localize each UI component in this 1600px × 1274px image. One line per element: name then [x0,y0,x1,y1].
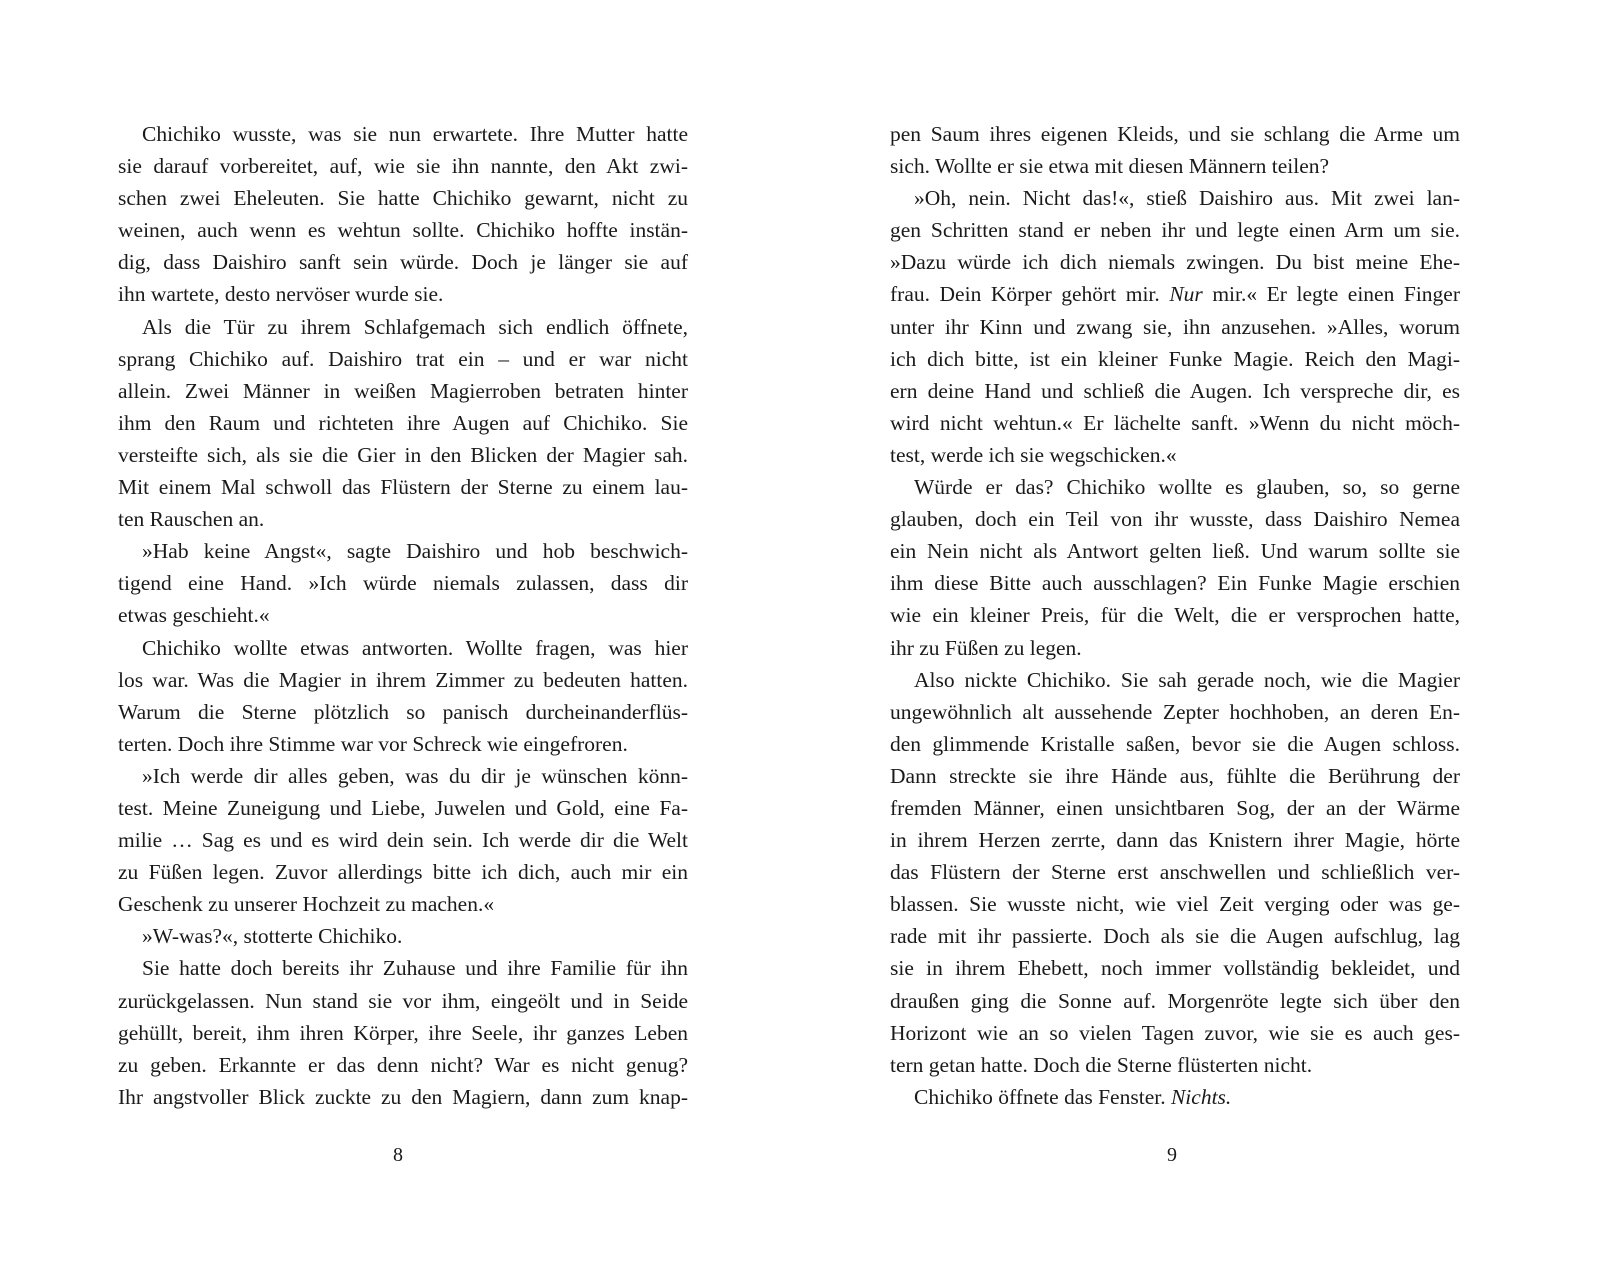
page-number-left: 8 [393,1144,403,1166]
text-line: wird nicht wehtun.« Er lächelte sanft. »Wenn du nicht möch- [890,410,1460,435]
text-line: ihn wartete, desto nervöser wurde sie. [118,282,444,307]
text-line: »Oh, nein. Nicht das!«, stieß Daishiro aus. Mit zwei lan- [914,186,1460,211]
text-line: Mit einem Mal schwoll das Flüstern der Sterne zu einem lau- [118,475,688,500]
text-line: zu Füßen legen. Zuvor allerdings bitte ich dich, auch mir ein [118,860,688,885]
text-line: terten. Doch ihre Stimme war vor Schreck wie eingefroren. [118,731,628,756]
text-line: gehüllt, bereit, ihm ihren Körper, ihre Seele, ihr ganzes Leben [118,1020,688,1045]
text-line: ein Nein nicht als Antwort gelten ließ. Und warum sollte sie [890,539,1460,564]
text-line: wie ein kleiner Preis, für die Welt, die er versprochen hatte, [890,603,1460,628]
text-segment: mir.« Er legte einen Finger [1202,282,1461,307]
text-line: Ihr angstvoller Blick zuckte zu den Magiern, dann zum knap- [118,1084,688,1109]
text-line: »Ich werde dir alles geben, was du dir je wünschen könn- [142,763,688,788]
text-line: pen Saum ihres eigenen Kleids, und sie schlang die Arme um [890,122,1460,146]
text-line: Dann streckte sie ihre Hände aus, fühlte die Berührung der [890,763,1460,788]
text-line: ihr zu Füßen zu legen. [890,635,1082,660]
text-line: Würde er das? Chichiko wollte es glauben, so, so gerne [914,475,1460,500]
text-line: ihm diese Bitte auch ausschlagen? Ein Funke Magie erschien [890,571,1460,596]
text-line: »Dazu würde ich dich niemals zwingen. Du bist meine Ehe- [890,250,1460,275]
text-line: in ihrem Herzen zerrte, dann das Knistern ihrer Magie, hörte [890,828,1460,853]
text-line: test. Meine Zuneigung und Liebe, Juwelen und Gold, eine Fa- [118,795,688,820]
italic-emphasis: Nur [1169,282,1203,307]
text-line: den glimmende Kristalle saßen, bevor sie die Augen schloss. [890,731,1460,756]
text-line: sie in ihrem Ehebett, noch immer vollständig bekleidet, und [890,956,1460,981]
italic-emphasis: Nichts. [1170,1084,1232,1109]
text-line: etwas geschieht.« [118,603,270,628]
text-segment: Chichiko öffnete das Fenster. [914,1084,1171,1109]
text-line: Geschenk zu unserer Hochzeit zu machen.« [118,892,495,917]
text-line: Sie hatte doch bereits ihr Zuhause und ihre Familie für ihn [142,956,688,981]
text-line: draußen ging die Sonne auf. Morgenröte legte sich über den [890,988,1460,1013]
right-page [800,0,1600,1274]
text-segment: frau. Dein Körper gehört mir. [890,282,1170,307]
text-line: tigend eine Hand. »Ich würde niemals zulassen, dass dir [118,571,688,596]
text-line: Also nickte Chichiko. Sie sah gerade noch, wie die Magier [914,667,1460,692]
text-line: Als die Tür zu ihrem Schlafgemach sich endlich öffnete, [142,314,688,339]
text-line: Chichiko wusste, was sie nun erwartete. Ihre Mutter hatte [142,122,688,146]
text-line: milie … Sag es und es wird dein sein. Ich werde dir die Welt [118,828,688,853]
text-line: blassen. Sie wusste nicht, wie viel Zeit verging oder was ge- [890,892,1460,917]
text-line: fremden Männer, einen unsichtbaren Sog, der an der Wärme [890,795,1460,820]
text-line: weinen, auch wenn es wehtun sollte. Chichiko hoffte instän- [118,218,688,243]
text-line: das Flüstern der Sterne erst anschwellen und schließlich ver- [890,860,1460,885]
text-line: ihm den Raum und richteten ihre Augen auf Chichiko. Sie [118,410,688,435]
text-line: sprang Chichiko auf. Daishiro trat ein – und er war nicht [118,346,688,371]
text-line: ungewöhnlich alt aussehende Zepter hochhoben, an deren En- [890,699,1460,724]
text-line [890,278,1460,310]
text-line: Chichiko wollte etwas antworten. Wollte fragen, was hier [142,635,688,660]
text-line: Horizont wie an so vielen Tagen zuvor, wie sie es auch ges- [890,1020,1460,1045]
text-line: rade mit ihr passierte. Doch als sie die Augen aufschlug, lag [890,924,1460,949]
text-line: dig, dass Daishiro sanft sein würde. Doch je länger sie auf [118,250,688,275]
text-line: »Hab keine Angst«, sagte Daishiro und hob beschwich- [142,539,688,564]
text-line: zurückgelassen. Nun stand sie vor ihm, eingeölt und in Seide [118,988,688,1013]
text-line: unter ihr Kinn und zwang sie, ihn anzusehen. »Alles, worum [890,314,1460,339]
text-line: Warum die Sterne plötzlich so panisch durcheinanderflüs- [118,699,688,724]
text-line: tern getan hatte. Doch die Sterne flüsterten nicht. [890,1052,1313,1077]
text-line: gen Schritten stand er neben ihr und legte einen Arm um sie. [890,218,1460,243]
text-line: versteifte sich, als sie die Gier in den Blicken der Magier sah. [118,442,688,467]
text-line: schen zwei Eheleuten. Sie hatte Chichiko gewarnt, nicht zu [118,186,688,211]
text-line: allein. Zwei Männer in weißen Magierroben betraten hinter [118,378,688,403]
text-line: ich dich bitte, ist ein kleiner Funke Magie. Reich den Magi- [890,346,1460,371]
text-line: test, werde ich sie wegschicken.« [890,442,1177,467]
text-line: ern deine Hand und schließ die Augen. Ich verspreche dir, es [890,378,1460,403]
text-line: zu geben. Erkannte er das denn nicht? War es nicht genug? [118,1052,688,1077]
text-line: ten Rauschen an. [118,507,265,532]
text-line: los war. Was die Magier in ihrem Zimmer zu bedeuten hatten. [118,667,688,692]
page-number-right: 9 [1167,1144,1177,1166]
text-line: glauben, doch ein Teil von ihr wusste, dass Daishiro Nemea [890,507,1460,532]
text-line: sich. Wollte er sie etwa mit diesen Männern teilen? [890,154,1330,179]
left-page-text [118,118,688,1113]
right-page-text [890,118,1460,1113]
text-line [890,1081,1460,1113]
text-line: »W-was?«, stotterte Chichiko. [142,924,403,949]
text-line: sie darauf vorbereitet, auf, wie sie ihn nannte, den Akt zwi- [118,154,688,179]
